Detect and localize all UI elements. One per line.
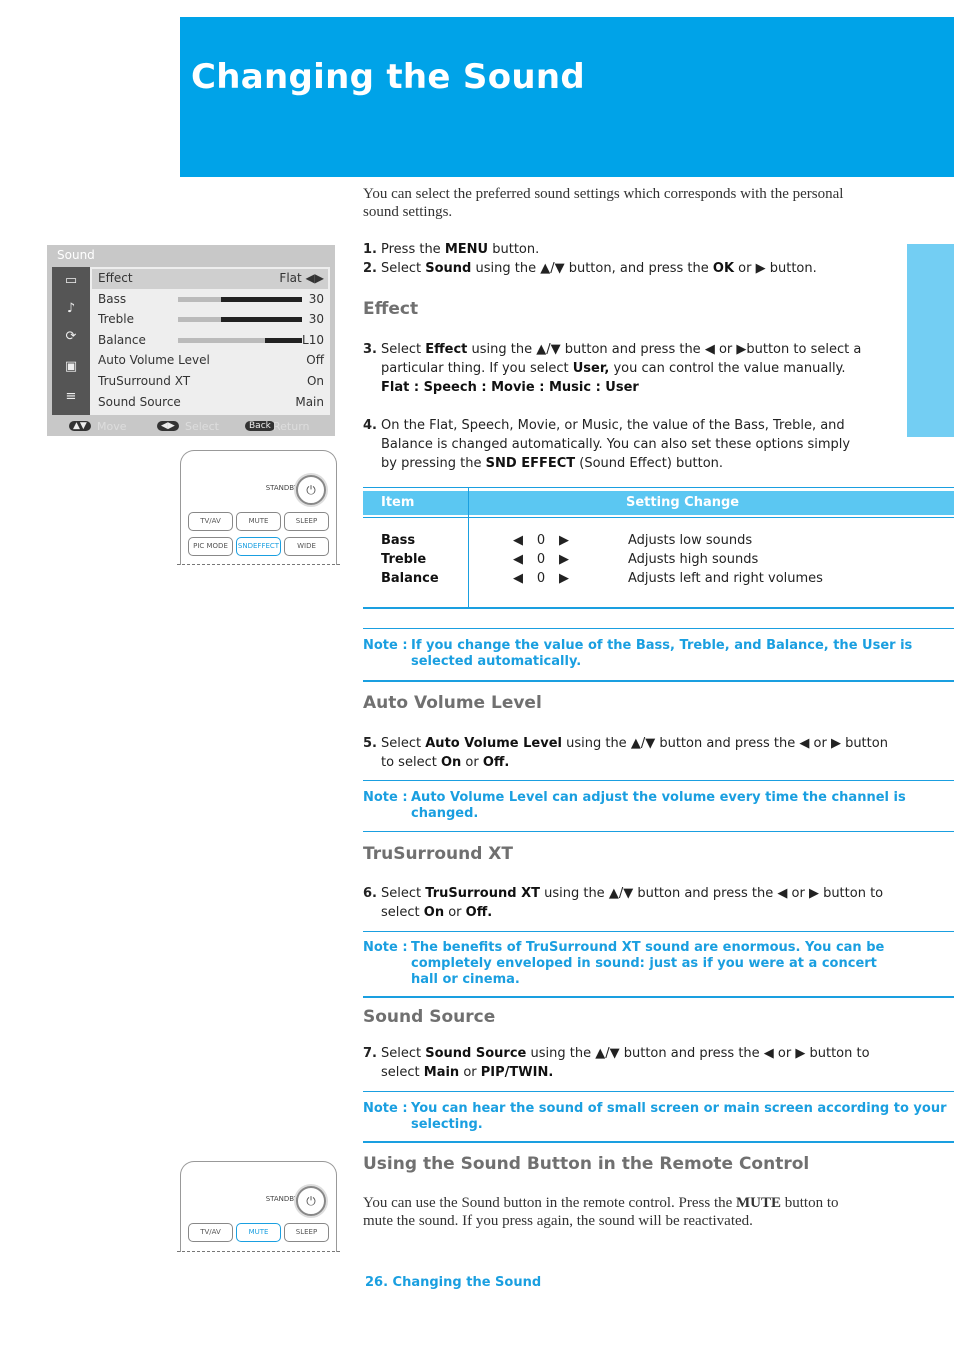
heading-sound-source: Sound Source [363, 1007, 496, 1027]
row-description: Adjusts high sounds [628, 552, 759, 567]
right-arrow-icon: ▶ [559, 552, 569, 567]
note-label: Note : [363, 638, 408, 653]
col-setting-change: Setting Change [626, 495, 740, 510]
osd-item-value: Off [306, 353, 324, 368]
sndeffect-button[interactable]: SNDEFFECT [236, 537, 281, 556]
tape-icon: ▣ [64, 359, 78, 374]
step-2: 2. Select Sound using the ▲/▼ button, and press the OK or ▶ button. [363, 261, 817, 276]
side-tab [907, 244, 954, 437]
step-7: 7. Select Sound Source using the ▲/▼ button and press the ◀ or ▶ button to select Main or PIP/TWIN. [363, 1046, 870, 1080]
sleep-button[interactable]: SLEEP [284, 1223, 329, 1242]
row-item: Treble [381, 552, 427, 567]
heading-effect: Effect [363, 299, 419, 319]
sound-osd-menu [47, 245, 335, 436]
move-label: Move [97, 420, 127, 433]
row-description: Adjusts low sounds [628, 533, 753, 548]
step-4: 4. On the Flat, Speech, Movie, or Music, the value of the Bass, Treble, and Balance is changed automatically. You can also set these options simply by pressing the SND EFFECT (Sound Effect) button. [363, 418, 851, 471]
osd-item-value: 30 [308, 291, 324, 306]
osd-item-value: Flat ◀▶ [279, 271, 324, 285]
step-5-block [363, 734, 903, 772]
text-after: button to mute the sound. If you press again, the sound will be reactivated. [363, 1195, 839, 1229]
mute-button[interactable]: MUTE [236, 512, 281, 531]
row-item: Balance [381, 571, 439, 586]
step-4-block [363, 416, 863, 473]
note-text: If you change the value of the Bass, Treble, and Balance, the User is selected automatically. [411, 638, 913, 669]
right-arrow-icon: ▶ [559, 533, 569, 548]
osd-menu-item[interactable] [92, 372, 328, 392]
osd-item-value: 30 [308, 312, 324, 327]
row-value: 0 [536, 571, 546, 586]
step-3-block [363, 340, 863, 397]
table-row [363, 552, 954, 571]
step-5: 5. Select Auto Volume Level using the ▲/▼ button and press the ◀ or ▶ button to select On or Off. [363, 736, 888, 770]
remote-control-1 [180, 450, 337, 565]
level-bar [178, 338, 302, 343]
osd-menu-item[interactable] [92, 351, 328, 371]
wide-button[interactable]: WIDE [284, 537, 329, 556]
osd-menu-item[interactable] [92, 331, 328, 351]
note-3 [363, 931, 954, 998]
mute-button[interactable]: MUTE [236, 1223, 281, 1242]
osd-menu-item[interactable] [92, 310, 328, 330]
settings-table [363, 487, 954, 609]
tv-av-button[interactable]: TV/AV [188, 1223, 233, 1242]
row-value: 0 [536, 533, 546, 548]
left-arrow-icon: ◀ [513, 552, 523, 567]
note-4 [363, 1091, 954, 1143]
osd-item-label: Treble [98, 312, 134, 327]
standby-label: STANDBY [265, 484, 298, 492]
left-arrow-icon: ◀ [513, 533, 523, 548]
steps-top [363, 240, 883, 278]
step-number: 2. [363, 261, 377, 276]
note-text: The benefits of TruSurround XT sound are enormous. You can be completely enveloped in sound: just as if you were at a concert hall or cinema. [411, 940, 885, 987]
back-key: Back [245, 421, 275, 431]
row-control [513, 552, 569, 567]
step-number: 6. [363, 886, 377, 901]
step-number: 7. [363, 1046, 377, 1061]
power-icon[interactable]: ⏻ [296, 1186, 326, 1216]
table-row [363, 533, 954, 552]
move-key: ▲▼ [69, 421, 91, 431]
level-bar [178, 297, 302, 302]
osd-item-label: Sound Source [98, 394, 181, 409]
step-number: 1. [363, 242, 377, 257]
osd-menu-item[interactable] [92, 269, 328, 289]
tv-icon: ▭ [64, 273, 78, 288]
osd-item-label: Auto Volume Level [98, 353, 210, 368]
tv-av-button[interactable]: TV/AV [188, 512, 233, 531]
row-description: Adjusts left and right volumes [628, 571, 823, 586]
heading-auto-volume: Auto Volume Level [363, 693, 542, 713]
note-label: Note : [363, 940, 408, 955]
heading-sound-button: Using the Sound Button in the Remote Control [363, 1154, 810, 1174]
table-header [363, 491, 954, 515]
osd-item-label: Bass [98, 291, 127, 306]
note-text: You can hear the sound of small screen or main screen according to your selecting. [411, 1101, 947, 1132]
remote-control-2 [180, 1161, 337, 1252]
music-note-icon: ♪ [66, 301, 76, 316]
note-label: Note : [363, 790, 408, 805]
osd-title: Sound [57, 248, 95, 262]
note-text: Auto Volume Level can adjust the volume every time the channel is changed. [411, 790, 906, 821]
left-arrow-icon: ◀ [513, 571, 523, 586]
step-number: 5. [363, 736, 377, 751]
osd-item-value: Main [295, 394, 324, 409]
title-banner [180, 17, 954, 177]
page-footer: 26. Changing the Sound [365, 1275, 542, 1290]
osd-footer [47, 417, 335, 436]
mute-word: MUTE [736, 1195, 782, 1211]
osd-menu-item[interactable] [92, 393, 328, 413]
return-label: Return [273, 420, 310, 433]
select-label: Select [185, 420, 219, 433]
level-bar [178, 317, 302, 322]
osd-icon-column [52, 267, 90, 415]
osd-item-label: Balance [98, 332, 146, 347]
row-control [513, 533, 569, 548]
right-arrow-icon: ▶ [559, 571, 569, 586]
osd-item-value: On [306, 374, 324, 388]
sound-button-text [363, 1194, 863, 1230]
page-title: Changing the Sound [191, 57, 586, 97]
osd-item-label: TruSurround XT [98, 374, 191, 388]
osd-item-value: L10 [302, 332, 324, 347]
step-6: 6. Select TruSurround XT using the ▲/▼ button and press the ◀ or ▶ button to select On or Off. [363, 886, 884, 920]
list-icon: ≡ [65, 389, 77, 404]
step-6-block [363, 884, 903, 922]
row-value: 0 [536, 552, 546, 567]
row-control [513, 571, 569, 586]
step-7-block [363, 1044, 903, 1082]
step-3: 3. Select Effect using the ▲/▼ button and press the ◀ or ▶button to select a particular thing. If you select User, you can control the value manually. Flat : Speech : Movie : Music : User [363, 342, 862, 395]
col-item: Item [381, 495, 415, 510]
rotate-icon: ⟳ [65, 329, 77, 344]
note-label: Note : [363, 1101, 408, 1116]
select-key: ◀▶ [157, 421, 179, 431]
pic-mode-button[interactable]: PIC MODE [188, 537, 233, 556]
intro-text: You can select the preferred sound settings which corresponds with the personal sound settings. [363, 186, 844, 220]
sleep-button[interactable]: SLEEP [284, 512, 329, 531]
step-number: 3. [363, 342, 377, 357]
step-number: 4. [363, 418, 377, 433]
text-before: You can use the Sound button in the remote control. Press the [363, 1195, 737, 1211]
note-1 [363, 628, 954, 682]
standby-label: STANDBY [265, 1195, 298, 1203]
row-item: Bass [381, 533, 416, 548]
osd-menu-item[interactable] [92, 290, 328, 310]
osd-item-label: Effect [98, 271, 133, 285]
heading-trusurround: TruSurround XT [363, 844, 514, 864]
step-1: 1. Press the MENU button. [363, 242, 540, 257]
table-row [363, 571, 954, 590]
power-icon[interactable]: ⏻ [296, 475, 326, 505]
note-2 [363, 780, 954, 832]
